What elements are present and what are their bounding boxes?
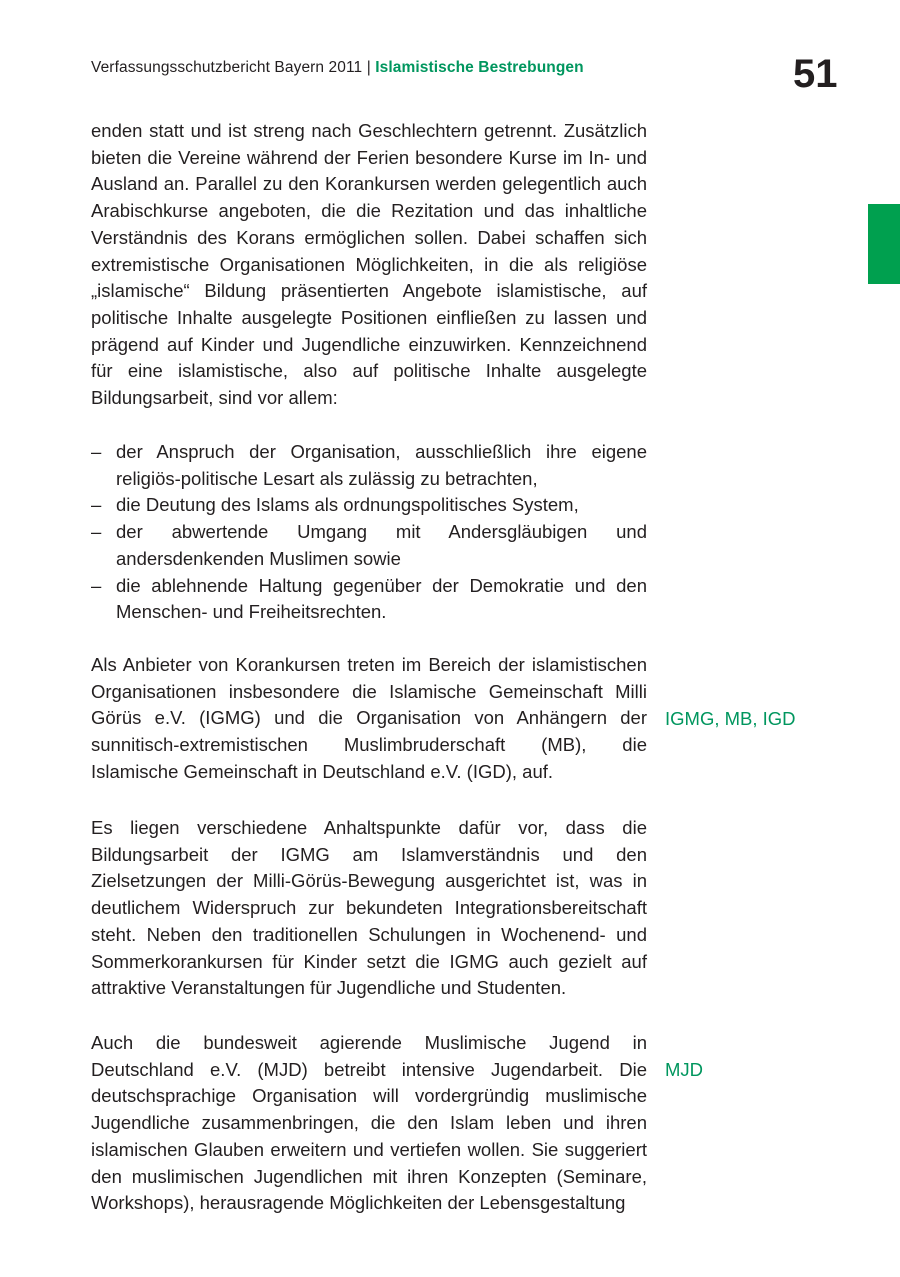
paragraph-4: Auch die bundesweit agierende Muslimische Jugend in Deutschland e.V. (MJD) betreibt intensive Jugendarbeit. Die deutschsprachige Organisation will vordergründig muslimische Jugendliche zusammenbringen, die den Islam leben und ihren islamischen Glauben erweitern und vertiefen wollen. Sie suggeriert den muslimischen Jugendlichen mit ihren Konzepten (Seminare, Workshops), herausragende Möglichkeiten der Lebensgestaltung [91,1032,647,1214]
list-dash: – [91,441,102,462]
list-item [91,439,647,492]
publication-title: Verfassungsschutzbericht Bayern 2011 [91,59,363,76]
list-item-text: der Anspruch der Organisation, ausschließlich ihre eigene religiös-politische Lesart als zulässig zu betrachten, [116,441,647,489]
page-number: 51 [793,52,838,96]
list-item-text: der abwertende Umgang mit Andersgläubigen und andersdenkenden Muslimen sowie [116,521,647,569]
margin-note-mjd: MJD [665,1059,704,1080]
list-dash: – [91,574,102,596]
paragraph-2: Als Anbieter von Korankursen treten im Bereich der islamistischen Organisationen insbesondere die Islamische Gemeinschaft Milli Görüs e.V. (IGMG) und die Organisation von Anhängern der sunnitisch-extremistischen Muslimbruderschaft (MB), die Islamische Gemeinschaft in Deutschland e.V. (IGD), auf. [91,654,647,782]
margin-note-igmg-mb-igd: IGMG, MB, IGD [665,708,796,729]
section-title: Islamistische Bestrebungen [375,59,584,76]
list-item [91,492,647,519]
list-item-text: die Deutung des Islams als ordnungspolitisches System, [116,494,579,516]
paragraph-3: Es liegen verschiedene Anhaltspunkte dafür vor, dass die Bildungsarbeit der IGMG am Islamverständnis und den Zielsetzungen der Milli-Görüs-Bewegung ausgerichtet ist, was in deutlichem Widerspruch zur bekundeten Integrationsbereitschaft steht. Neben den traditionellen Schulungen in Wochenend- und Sommerkorankursen für Kinder setzt die IGMG auch gezielt auf attraktive Veranstaltungen für Jugendliche und Studenten. [91,817,647,999]
list-dash: – [91,494,102,516]
chapter-tab-marker [868,204,900,284]
list-item [91,573,647,626]
list-dash: – [91,521,102,543]
header-separator: | [362,59,376,76]
paragraph-1: enden statt und ist streng nach Geschlechtern getrennt. Zusätzlich bieten die Vereine während der Ferien besondere Kurse im In- und Ausland an. Parallel zu den Korankursen werden gelegentlich auch Arabischkurse angeboten, die die Rezitation und das inhaltliche Verständnis des Korans ermöglichen sollen. Dabei schaffen sich extremistische Organisationen Möglichkeiten, in die als religiöse „islamische“ Bildung präsentierten Angebote islamistische, auf politische Inhalte ausgelegte Positionen einfließen zu lassen und prägend auf Kinder und Jugendliche einzuwirken. Kennzeichnend für eine islamistische, also auf politische Inhalte ausgelegte Bildungsarbeit, sind vor allem: [91,120,647,409]
running-header [91,59,584,77]
list-item-text: die ablehnende Haltung gegenüber der Demokratie und den Menschen- und Freiheitsrechten. [116,574,647,623]
criteria-list [91,439,647,626]
list-item [91,519,647,572]
